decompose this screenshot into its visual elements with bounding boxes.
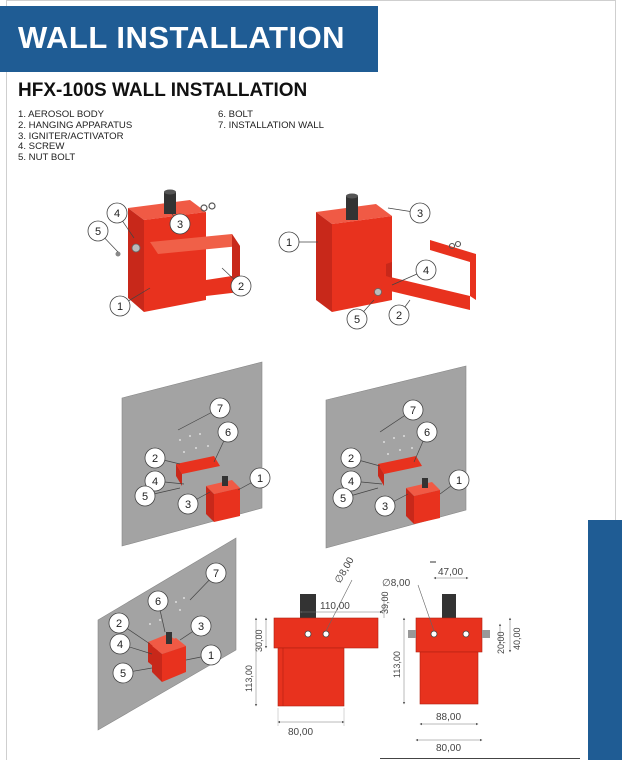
callout-number: 1 xyxy=(116,301,124,313)
callout-view2-2 xyxy=(389,300,410,325)
callout-number: 7 xyxy=(216,403,224,415)
dim-side-88: 88,00 xyxy=(436,712,462,723)
dim-front-110: 110,00 xyxy=(320,601,350,612)
callout-view1-5 xyxy=(88,221,118,252)
callout-number: 7 xyxy=(409,405,417,417)
page-title: WALL INSTALLATION xyxy=(18,20,346,55)
callout-number: 5 xyxy=(141,491,149,503)
callout-view2-1 xyxy=(279,232,318,252)
legend-item: 2. HANGING APPARATUS xyxy=(18,119,133,131)
callout-number: 7 xyxy=(212,568,220,580)
legend-item: 4. SCREW xyxy=(18,141,65,153)
dim-front-30: 30,00 xyxy=(254,629,264,652)
callout-number: 4 xyxy=(151,476,159,488)
callout-number: 1 xyxy=(285,237,293,249)
callout-number: 4 xyxy=(116,639,124,651)
dim-side-40: 40,00 xyxy=(512,627,522,650)
dim-side-113: 113,00 xyxy=(392,651,402,678)
callout-number: 5 xyxy=(353,314,361,326)
view-2-isometric xyxy=(316,194,476,313)
dim-front-80: 80,00 xyxy=(288,727,314,738)
section-title: HFX-100S WALL INSTALLATION xyxy=(18,80,308,101)
legend-item: 5. NUT BOLT xyxy=(18,152,76,164)
view-1-isometric xyxy=(113,190,241,313)
callout-number: 3 xyxy=(381,501,389,513)
callout-number: 4 xyxy=(422,265,430,277)
callout-number: 1 xyxy=(256,473,264,485)
callout-number: 5 xyxy=(339,493,347,505)
dim-front-113: 113,00 xyxy=(244,665,254,692)
callout-number: 4 xyxy=(113,208,121,220)
legend-item: 6. BOLT xyxy=(218,109,254,120)
dim-front-39: 39,00 xyxy=(380,591,390,614)
callout-number: 2 xyxy=(237,281,245,293)
dim-side-47: 47,00 xyxy=(438,567,464,578)
callout-number: 1 xyxy=(207,650,215,662)
dim-side-20: 20,00 xyxy=(496,631,506,654)
callout-number: 2 xyxy=(151,453,159,465)
callout-number: 2 xyxy=(115,618,123,630)
callout-view1-3 xyxy=(170,214,190,234)
callout-number: 6 xyxy=(423,427,431,439)
callout-number: 6 xyxy=(154,596,162,608)
callout-number: 3 xyxy=(176,219,184,231)
dim-front-hole: ∅8,00 xyxy=(333,555,357,586)
callout-number: 3 xyxy=(416,208,424,220)
callout-number: 3 xyxy=(197,621,205,633)
callout-number: 6 xyxy=(224,427,232,439)
callout-number: 2 xyxy=(347,453,355,465)
legend-item: 3. IGNITER/ACTIVATOR xyxy=(18,130,124,142)
callout-number: 5 xyxy=(119,668,127,680)
bottom-rule xyxy=(380,758,580,759)
callout-number: 1 xyxy=(455,475,463,487)
view-3-wall-mount xyxy=(122,362,262,546)
callout-view2-3 xyxy=(388,203,430,223)
callout-number: 3 xyxy=(184,499,192,511)
dim-side-80: 80,00 xyxy=(436,743,462,754)
callout-number: 4 xyxy=(347,476,355,488)
callout-number: 2 xyxy=(395,310,403,322)
legend-item: 1. AEROSOL BODY xyxy=(18,109,105,120)
legend-item: 7. INSTALLATION WALL xyxy=(218,119,324,131)
side-tab xyxy=(588,520,622,760)
dim-side-hole: ∅8,00 xyxy=(382,578,411,589)
callout-number: 5 xyxy=(94,226,102,238)
